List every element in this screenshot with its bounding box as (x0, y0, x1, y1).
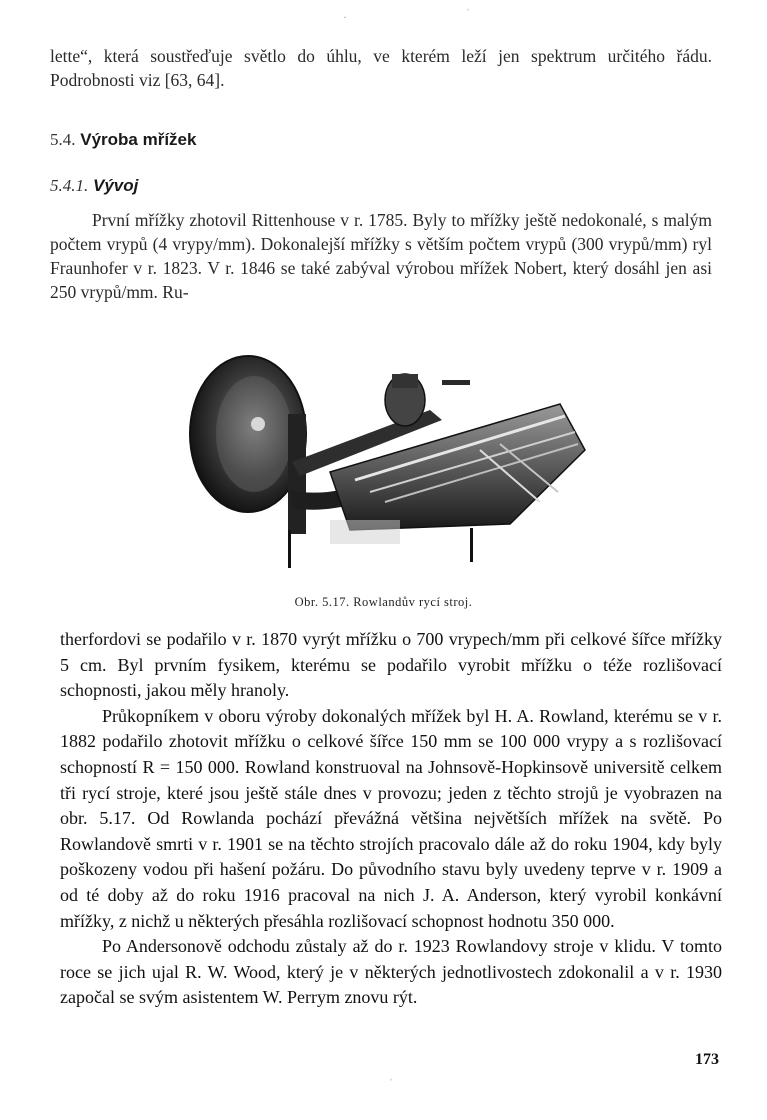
body-paragraph-3: Po Andersonově odchodu zůstaly až do r. 1923 Rowlandovy stroje v klidu. V tomto roce se jich ujal R. W. Wood, který je v některých jednotlivostech zdokonalil a v r. 1930 započal se svým asistentem W. Perrym znovu rýt. (60, 936, 722, 1008)
subsection-title: Vývoj (92, 176, 139, 195)
intro-paragraph: lette“, která soustřeďuje světlo do úhlu, ve kterém leží jen spektrum určitého řádu. Podrobnosti viz [63, 64]. (50, 46, 712, 90)
section-title: Výroba mřížek (80, 130, 197, 149)
subsection-heading (50, 176, 138, 196)
development-paragraph: První mřížky zhotovil Rittenhouse v r. 1785. Byly to mřížky ještě nedokonalé, s malým počtem vrypů (4 vrypy/mm). Dokonalejší mřížky s větším počtem vrypů (300 vrypů/mm) ryl Fraunhofer v r. 1823. V r. 1846 se také zabýval výrobou mřížek Nobert, který dosáhl jen asi 250 vrypů/mm. Ru- (50, 210, 712, 302)
scan-mark-top-right: ˈ (466, 6, 470, 20)
page-number: 173 (695, 1051, 719, 1068)
scan-mark-top-left: · (343, 10, 347, 24)
body-paragraph-2: Průkopníkem v oboru výroby dokonalých mřížek byl H. A. Rowland, kterému se v r. 1882 podařilo zhotovit mřížku o celkové šířce 150 mm se 100 000 vrypy a s rozlišovací schopností R = 150 000. Rowland konstruoval na Johnsově-Hopkinsově universitě celkem tři rycí stroje, které jsou ještě stále dnes v provozu; jeden z těchto strojů je vyobrazen na obr. 5.17. Od Rowlanda pochází převážná většina největších mřížek na světě. Po Rowlandově smrti v r. 1901 se na těchto strojích pracovalo dále až do roku 1904, kdy byly poškozeny vodou při hašení požáru. Do původního stavu byly uvedeny teprve v r. 1909 a od té doby až do roku 1916 pracoval na nich J. A. Anderson, který vyrobil konkávní mřížky, z nichž u některých přesáhla rozlišovací schopnost hodnotu 350 000. (60, 705, 722, 931)
ruling-engine-photo (180, 352, 600, 582)
section-heading (50, 130, 196, 150)
body-paragraph-1: therfordovi se podařilo v r. 1870 vyrýt mřížku o 700 vrypech/mm při celkové šířce mřížky 5 cm. Byl prvním fysikem, kterému se podařilo vyrobit mřížku o téže rozlišovací schopnosti, jakou měly hranoly. (60, 629, 722, 701)
subsection-number: 5.4.1. (50, 176, 89, 195)
section-number: 5.4. (50, 130, 76, 149)
figure-caption: Obr. 5.17. Rowlandův rycí stroj. (294, 595, 473, 609)
main-text (60, 627, 722, 1011)
scan-mark-bottom: ˈ (389, 1076, 393, 1090)
